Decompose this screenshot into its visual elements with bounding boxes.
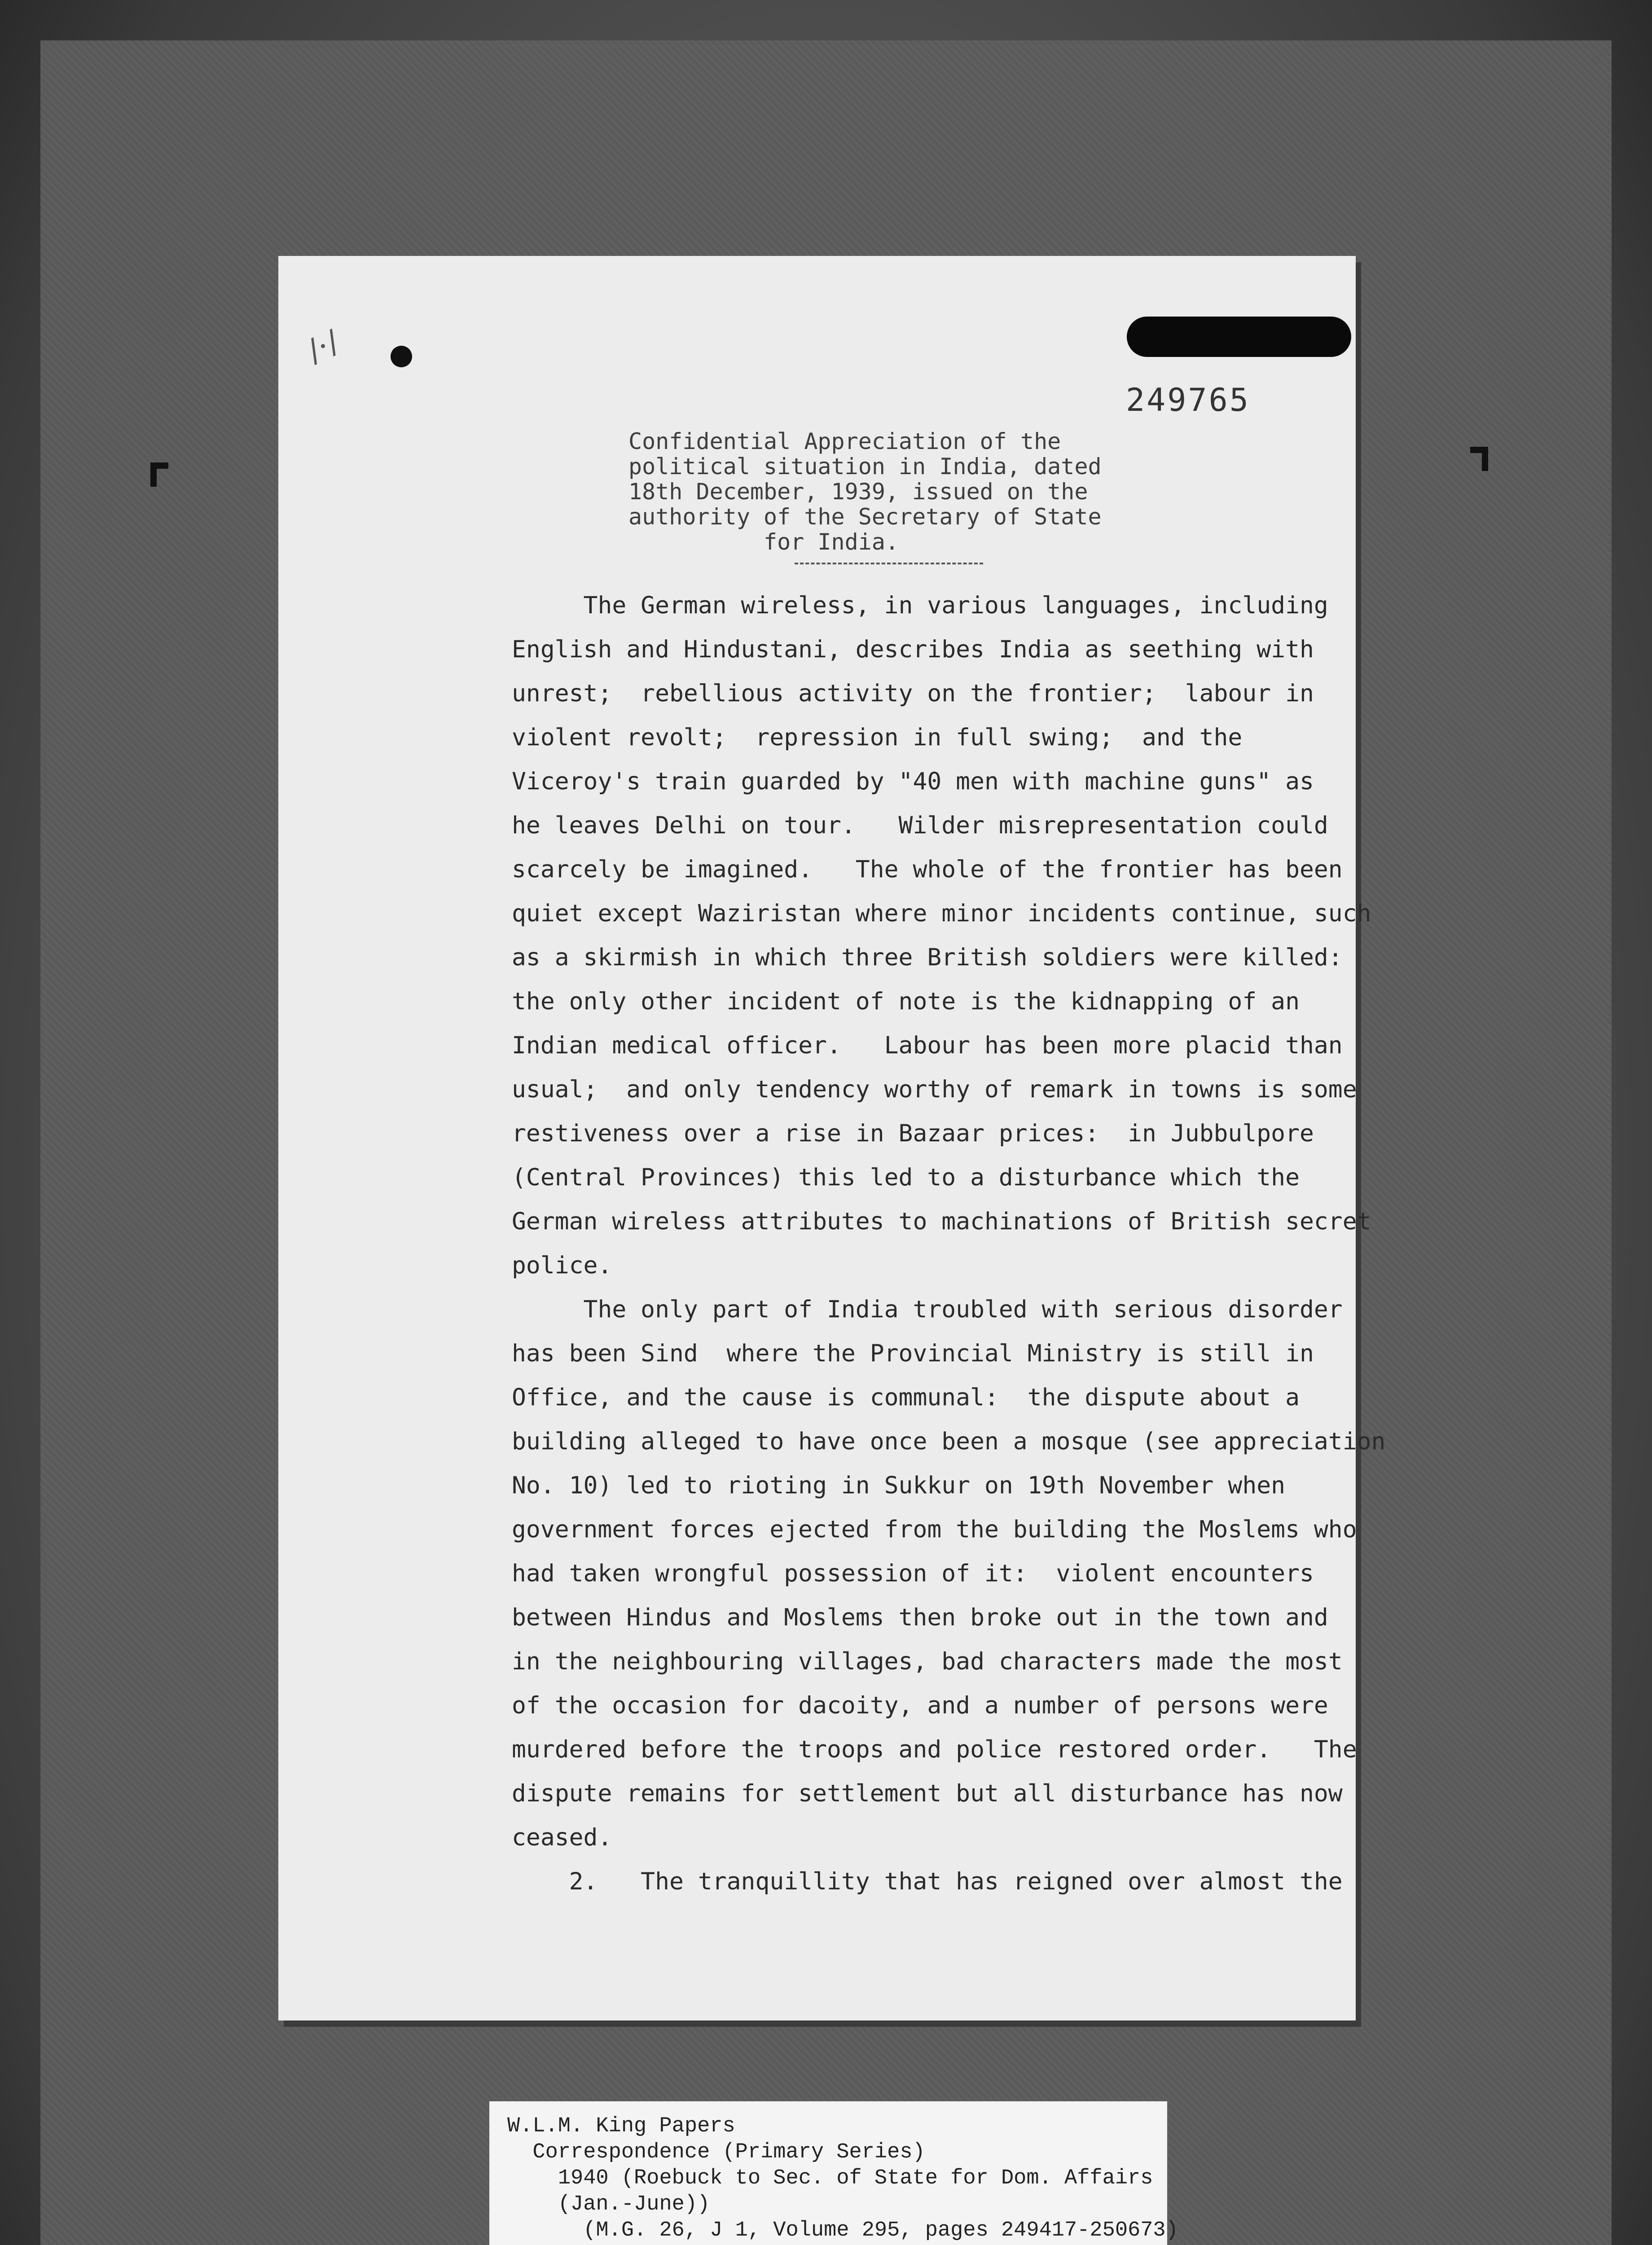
collection-label-card (489, 2101, 1178, 2245)
title-line: 18th December, 1939, issued on the (628, 479, 1088, 505)
body-line: quiet except Waziristan where minor incidents continue, such (512, 900, 1371, 927)
body-line: (Central Provinces) this led to a disturbance which the (512, 1164, 1300, 1191)
body-line: has been Sind where the Provincial Ministry is still in (512, 1340, 1314, 1367)
body-line: government forces ejected from the building the Moslems who (512, 1516, 1357, 1543)
title-line: for India. (628, 529, 899, 555)
title-line: political situation in India, dated (628, 453, 1102, 480)
handwritten-mark: ∕·∕ (301, 323, 345, 370)
body-line: English and Hindustani, describes India as seething with (512, 636, 1314, 663)
label-line: (Jan.-June)) (507, 2192, 710, 2216)
body-line: the only other incident of note is the kidnapping of an (512, 988, 1300, 1015)
body-line: restiveness over a rise in Bazaar prices: in Jubbulpore (512, 1120, 1314, 1147)
title-underline (795, 563, 983, 564)
title-line: Confidential Appreciation of the (628, 428, 1061, 454)
body-line: dispute remains for settlement but all disturbance has now (512, 1780, 1343, 1807)
body-line: Viceroy's train guarded by "40 men with machine guns" as (512, 768, 1314, 795)
body-line: 2. The tranquillity that has reigned over almost the (512, 1868, 1343, 1895)
document-page (278, 256, 1386, 2020)
title-line: authority of the Secretary of State (628, 504, 1102, 530)
body-line: The German wireless, in various languages, including (512, 592, 1328, 619)
body-line: of the occasion for dacoity, and a number of persons were (512, 1692, 1328, 1719)
label-line: 1940 (Roebuck to Sec. of State for Dom. Affairs (507, 2166, 1153, 2190)
label-line: W.L.M. King Papers (507, 2114, 735, 2138)
body-line: German wireless attributes to machinations of British secret (512, 1208, 1371, 1235)
body-line: Office, and the cause is communal: the dispute about a (512, 1384, 1300, 1411)
body-line: No. 10) led to rioting in Sukkur on 19th November when (512, 1472, 1286, 1499)
body-line: The only part of India troubled with serious disorder (512, 1296, 1343, 1323)
body-line: as a skirmish in which three British soldiers were killed: (512, 944, 1343, 971)
body-line: usual; and only tendency worthy of remark in towns is some (512, 1076, 1357, 1103)
body-line: violent revolt; repression in full swing; and the (512, 724, 1243, 751)
label-line: (M.G. 26, J 1, Volume 295, pages 249417-250673) (507, 2219, 1178, 2242)
body-line: murdered before the troops and police restored order. The (512, 1736, 1357, 1763)
body-line: unrest; rebellious activity on the frontier; labour in (512, 680, 1314, 707)
document-title (628, 429, 1212, 555)
crop-mark-left (150, 462, 168, 487)
hole-punch-icon (391, 346, 412, 367)
body-line: police. (512, 1252, 612, 1279)
body-line: between Hindus and Moslems then broke out in the town and (512, 1604, 1328, 1631)
body-line: had taken wrongful possession of it: violent encounters (512, 1560, 1314, 1587)
document-number: 249765 (1126, 382, 1250, 418)
body-line: Indian medical officer. Labour has been more placid than (512, 1032, 1343, 1059)
label-line: Correspondence (Primary Series) (507, 2140, 925, 2164)
body-line: scarcely be imagined. The whole of the frontier has been (512, 856, 1343, 883)
crop-mark-right (1470, 447, 1488, 471)
body-line: ceased. (512, 1824, 612, 1851)
body-line: building alleged to have once been a mosque (see appreciation (512, 1428, 1386, 1455)
body-line: he leaves Delhi on tour. Wilder misrepresentation could (512, 812, 1328, 839)
redaction-bar (1127, 317, 1351, 357)
body-line: in the neighbouring villages, bad characters made the most (512, 1648, 1343, 1675)
